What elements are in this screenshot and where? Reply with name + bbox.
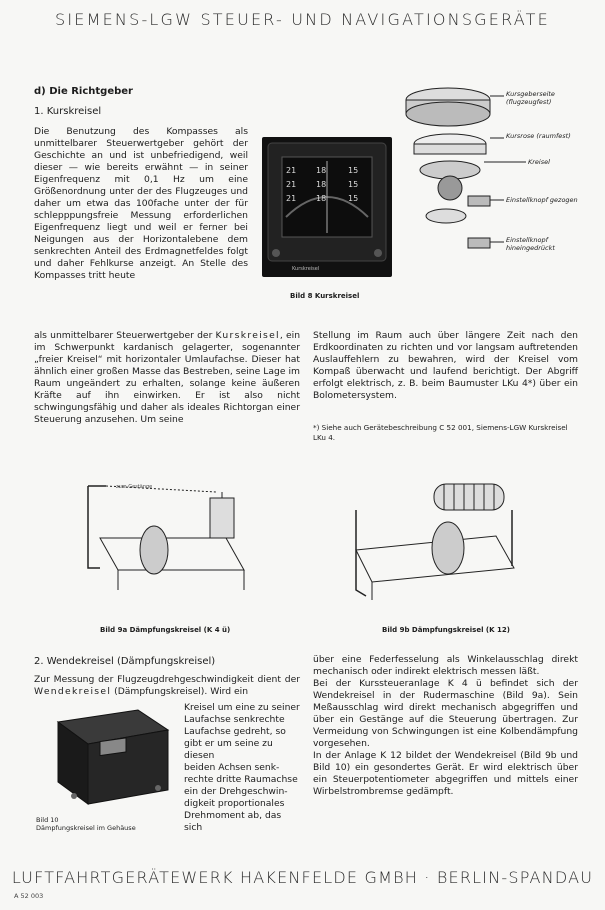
dial-number: 15 [348,166,359,175]
figure10-caption-line1: Bild 10 [36,816,59,824]
paragraph-kompass [34,126,248,282]
paragraph-wendekreisel-intro [34,674,300,698]
intro-after: (Dämpfungskreisel). Wird ein [114,686,249,697]
term-wendekreisel: Wendekreisel [34,686,112,697]
page-footer: LUFTFAHRTGERÄTEWERK HAKENFELDE GMBH · BERLIN-SPANDAU [11,868,594,887]
kurskreisel-photo-graphic [262,137,392,277]
dial-number: 15 [348,180,359,189]
photo-label: Kurskreisel [292,266,320,272]
figure9b-drawing [336,470,536,610]
wrap-line: Laufachse gedreht, so [184,726,286,737]
kurskreisel-photo [262,137,392,277]
label-einstellknopf-gezogen: Einstellknopf gezogen [506,196,578,204]
dial-number: 21 [286,194,297,203]
right-paragraph-3: In der Anlage K 12 bildet der Wendekreisel (Bild 9b und Bild 10) ein gesondertes Gerät. Er wird elektrisch über ein Steuerpotentiometer abgegriffen und mittels einer Wirbelstrombremse gedämpft. [313,750,578,797]
figure10-caption [36,816,136,832]
paragraph-right-top: Stellung im Raum auch über längere Zeit nach den Erdkoordinaten zu richten und vor langsam auftretenden Auslauffehlern zu bewahren, wird der Kreisel vom Kompaß überwacht und laufend berichtigt. Der Abgriff erfolgt elektrisch, z. B. beim Baumuster LKu 4*) über ein Bolometersystem. [313,330,578,401]
dial-number: 18 [316,180,327,189]
section-heading-richtgeber: d) Die Richtgeber [34,86,133,97]
figure10-photo [40,700,176,810]
label-kursrose: Kursrose (raumfest) [506,132,571,140]
figure10-caption-line2: Dämpfungskreisel im Gehäuse [36,824,136,832]
paragraph-kompass-text: Die Benutzung des Kompasses als unmittelbarer Steuerwertgeber gehört der Geschichte an und ist unbefriedigend, weil dieser — wie bereits erwähnt — in seiner Eigenfrequenz mit 0,1 Hz um eine Größenordnung unter der des Flugzeuges und daher um etwa das 100fache unter der für schlepppungsfreie Messung erforderlichen Eigenfrequenz liegt und weil er ferner bei Neigungen aus der Horizontalebene dem senkrechten Anteil des Erdmagnetfeldes folgt und daher Fehlkurse anzeigt. An Stelle des Kompasses tritt heute [34,126,248,281]
paragraph-kurskreisel-text [34,330,300,426]
dial-number: 18 [316,194,327,203]
paragraph-kurskreisel [34,330,300,426]
subheading-kurskreisel: 1. Kurskreisel [34,106,102,117]
wrap-line: Kreisel um eine zu seiner [184,702,300,713]
kurskreisel-exploded-drawing [398,78,580,264]
wrap-line: gibt er um seine zu diesen [184,738,273,761]
para2-before: als unmittelbarer Steuerwertgeber der [34,330,213,341]
paragraph-wendekreisel-wrap [184,702,300,834]
wrap-line: rechte dritte Raumachse [184,774,298,785]
dial-number: 21 [286,180,297,189]
para2-after: , ein im Schwerpunkt kardanisch gelagerter, sogenannter „freier Kreisel“ mit horizontaler Umlaufachse. Dieser hat ähnlich einer großen Masse das Bestreben, seine Lage im Raum ungeändert zu erhalten, solange keine äußeren Kräfte auf ihn einwirken. Er ist also nicht schwingungsfähig und daher als ideales Richtorgan einer Steuerung anzusehen. Um seine [34,330,301,425]
figure9a-drawing [76,478,266,608]
document-number: A 52 003 [14,892,44,900]
wrap-line: ein der Drehgeschwin- [184,786,288,797]
figure9b-caption: Bild 9b Dämpfungskreisel (K 12) [382,626,510,634]
label-kursgeberseite: Kursgeberseite (flugzeugfest) [506,90,555,106]
paragraph-wendekreisel-intro-text [34,674,300,698]
right-paragraph-1: über eine Federfesselung als Winkelausschlag direkt mechanisch oder indirekt elektrisch messen läßt. [313,654,578,677]
wrap-line: digkeit proportionales [184,798,285,809]
figure8-caption: Bild 8 Kurskreisel [290,292,360,300]
subheading-wendekreisel: 2. Wendekreisel (Dämpfungskreisel) [34,656,216,667]
figure9a-caption: Bild 9a Dämpfungskreisel (K 4 ü) [100,626,231,634]
label-kreisel: Kreisel [528,158,550,166]
right-paragraph-2: Bei der Kurssteueranlage K 4 ü befindet sich der Wendekreisel in der Rudermaschine (Bild 9a). Sein Meßausschlag wird direkt mechanisch abgegriffen und über ein Gestänge auf die Steuerung übertragen. Zur Vermeidung von Schwingungen ist eine Kolbendämpfung vorgesehen. [313,678,578,749]
dial-number: 15 [348,194,359,203]
page-header-title: SIEMENS-LGW STEUER- UND NAVIGATIONSGERÄTE [55,10,550,29]
wrap-line: beiden Achsen senk- [184,762,280,773]
wrap-line: Laufachse senkrechte [184,714,285,725]
dial-number: 18 [316,166,327,175]
paragraph-right-bottom [313,654,578,798]
term-kurskreisel: Kurskreisel [215,330,280,341]
wrap-line: Drehmoment ab, das sich [184,810,282,833]
intro-before: Zur Messung der Flugzeugdrehgeschwindigkeit dient der [34,674,300,685]
footnote: *) Siehe auch Gerätebeschreibung C 52 001, Siemens-LGW Kurskreisel LKu 4. [313,423,568,442]
label-zum-gestaenge: zum Gestänge [116,484,153,490]
label-einstellknopf-hineingedrueckt: Einstellknopf hineingedrückt [506,236,555,252]
dial-number: 21 [286,166,297,175]
